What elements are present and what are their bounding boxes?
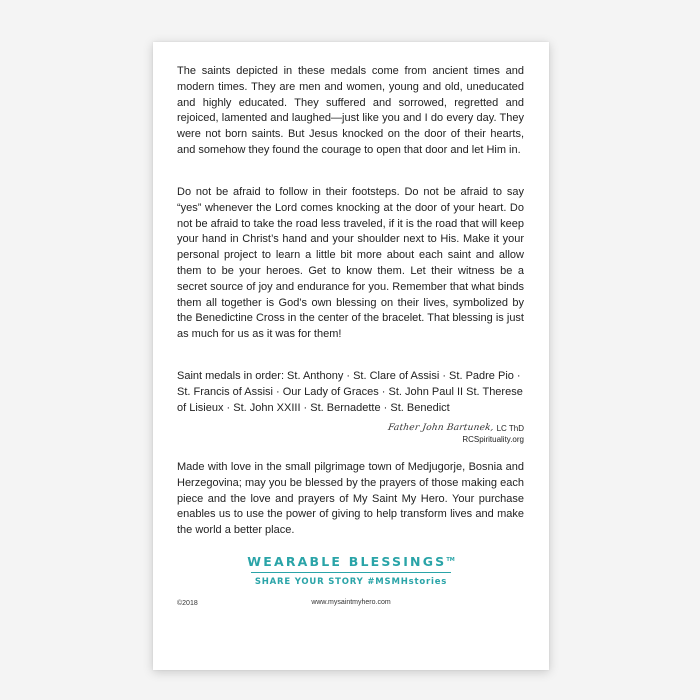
brand-divider <box>251 572 451 573</box>
copyright-notice: ©2018 <box>177 600 198 607</box>
brand-title: WEARABLE BLESSINGS™ <box>247 554 455 569</box>
brand-tagline: SHARE YOUR STORY #MSMHstories <box>254 577 448 587</box>
signature-block <box>388 423 524 444</box>
trademark-mark: TM <box>446 556 455 563</box>
origin-paragraph: Made with love in the small pilgrimage town of Medjugorje, Bosnia and Herzegovina; may you be blessed by the prayers of those making each piece and the love and prayers of My Saint My Hero. Your purchase enables us to use the power of giving to help transform lives and make the world a better place. <box>177 461 524 537</box>
footer-website: www.mysaintmyhero.com <box>311 599 391 606</box>
encouragement-paragraph: Do not be afraid to follow in their footsteps. Do not be afraid to say “yes” whenever the Lord comes knocking at the door of your heart. Do not be afraid to take the road less traveled, if it is the road that will keep your hand in Christ’s hand and your shoulder next to His. Make it your personal project to learn a little bit more about each saint and allow them to be your heroes. Get to know them. Let their witness be a secret source of joy and endurance for you. Remember that what binds them all together is God’s own blessing on their lives, symbolized by the Benedictine Cross in the center of the bracelet. That blessing is just as much for us as it was for them! <box>177 186 524 341</box>
author-website: RCSpirituality.org <box>462 435 524 444</box>
author-credentials: LC ThD <box>496 424 524 433</box>
author-signature: Father John Bartunek, <box>387 423 495 433</box>
prayer-card <box>153 42 549 670</box>
brand-block <box>153 554 549 587</box>
intro-paragraph: The saints depicted in these medals come from ancient times and modern times. They are men and women, young and old, uneducated and highly educated. They suffered and sorrowed, regretted and rejoiced, lamented and laughed—just like you and I do every day. They were not born saints. But Jesus knocked on the door of their hearts, and somehow they found the courage to open that door and let Him in. <box>177 65 524 156</box>
saints-list: Saint medals in order: St. Anthony · St. Clare of Assisi · St. Padre Pio · St. Francis of Assisi · Our Lady of Graces · St. John Paul II St. Therese of Lisieux · St. John XXIII · St. Bernadette · St. Benedict <box>177 370 523 414</box>
